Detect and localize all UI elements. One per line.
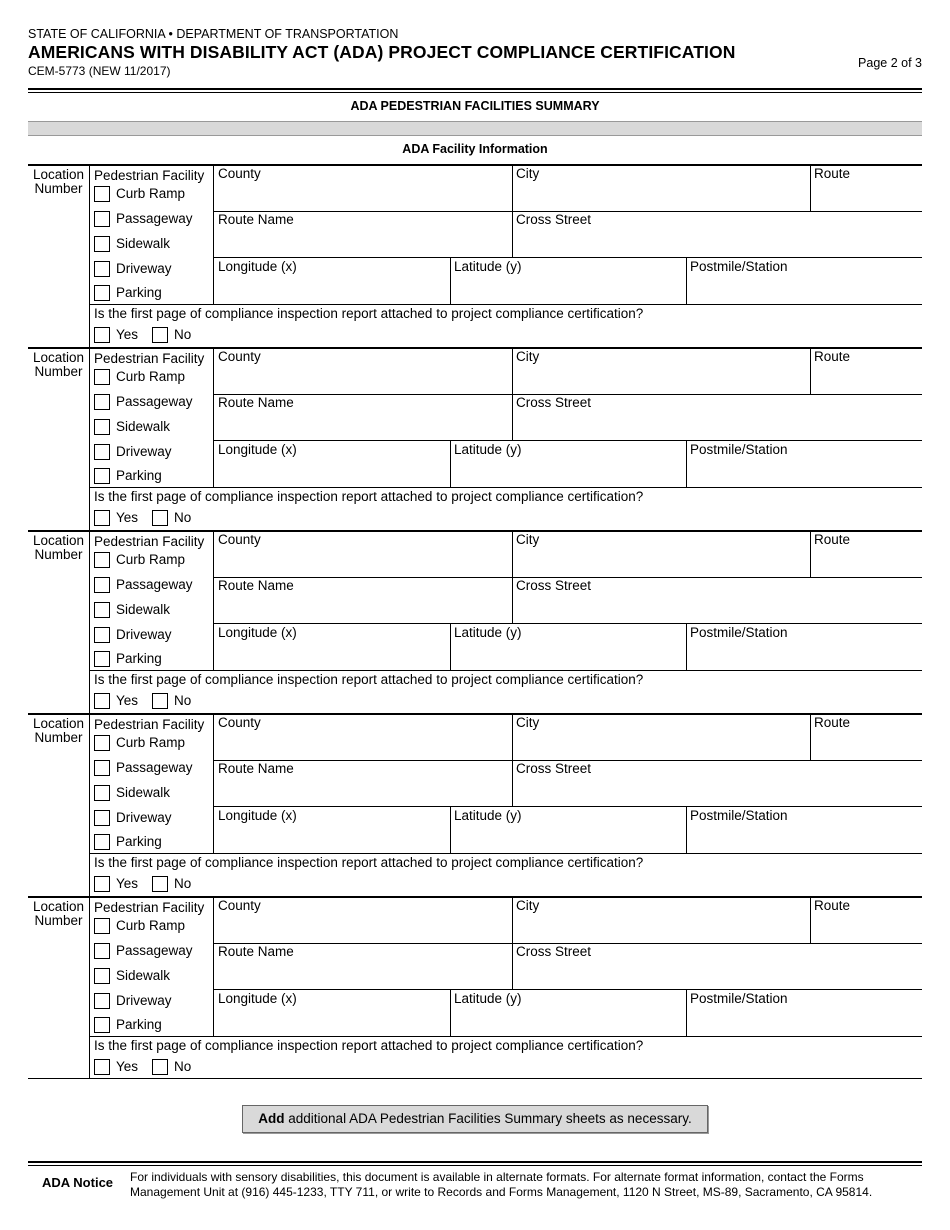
cross-street-field[interactable]: Cross Street — [516, 212, 592, 227]
facility-option-label: Sidewalk — [116, 968, 171, 983]
checkbox[interactable] — [94, 552, 110, 568]
facility-option[interactable] — [94, 992, 172, 1009]
longitude-field[interactable]: Longitude (x) — [218, 442, 297, 457]
facility-option[interactable] — [94, 235, 170, 252]
facility-option-label: Parking — [116, 651, 162, 666]
location-block-1 — [28, 164, 922, 347]
facility-option[interactable] — [94, 210, 193, 227]
checkbox[interactable] — [94, 918, 110, 934]
checkbox[interactable] — [94, 760, 110, 776]
county-field[interactable]: County — [218, 532, 261, 547]
latitude-field[interactable]: Latitude (y) — [454, 808, 522, 823]
facility-option[interactable] — [94, 650, 162, 667]
cross-street-field[interactable]: Cross Street — [516, 944, 592, 959]
route-field[interactable]: Route — [814, 532, 851, 547]
facility-option[interactable] — [94, 833, 162, 850]
checkbox[interactable] — [94, 211, 110, 227]
cross-street-field[interactable]: Cross Street — [516, 395, 592, 410]
checkbox[interactable] — [94, 876, 110, 892]
city-field[interactable]: City — [516, 166, 540, 181]
checkbox[interactable] — [94, 693, 110, 709]
no-label: No — [174, 327, 192, 342]
yes-option[interactable] — [94, 875, 138, 892]
facility-option[interactable] — [94, 551, 185, 568]
yes-label: Yes — [116, 693, 139, 708]
checkbox[interactable] — [94, 785, 110, 801]
add-note-bold: Add — [258, 1111, 285, 1126]
route-field[interactable]: Route — [814, 349, 851, 364]
cross-street-field[interactable]: Cross Street — [516, 578, 592, 593]
ada-notice-label: ADA Notice — [42, 1175, 114, 1190]
row-divider — [214, 257, 922, 258]
yes-option[interactable] — [94, 1058, 138, 1075]
checkbox[interactable] — [94, 943, 110, 959]
location-number-label: Location Number — [32, 716, 85, 745]
facility-option-label: Sidewalk — [116, 785, 171, 800]
facility-option-label: Passageway — [116, 943, 193, 958]
latitude-field[interactable]: Latitude (y) — [454, 259, 522, 274]
checkbox[interactable] — [94, 651, 110, 667]
row-divider — [214, 806, 922, 807]
facility-option-label: Curb Ramp — [116, 552, 186, 567]
location-number-label: Location Number — [32, 167, 85, 196]
page-indicator: Page 2 of 3 — [858, 56, 922, 70]
route-name-field[interactable]: Route Name — [218, 395, 294, 410]
checkbox[interactable] — [152, 693, 168, 709]
checkbox[interactable] — [152, 1059, 168, 1075]
location-number-field[interactable] — [28, 166, 90, 347]
checkbox[interactable] — [94, 602, 110, 618]
city-field[interactable]: City — [516, 715, 540, 730]
column-divider — [450, 989, 451, 1036]
route-name-field[interactable]: Route Name — [218, 761, 294, 776]
pedestrian-facility-cell — [90, 715, 214, 853]
route-name-field[interactable]: Route Name — [218, 944, 294, 959]
yes-option[interactable] — [94, 692, 138, 709]
no-option[interactable] — [152, 509, 191, 526]
yes-label: Yes — [116, 876, 139, 891]
facility-option[interactable] — [94, 759, 193, 776]
checkbox[interactable] — [152, 876, 168, 892]
latitude-field[interactable]: Latitude (y) — [454, 442, 522, 457]
location-number-label: Location Number — [32, 899, 85, 928]
footer-rule-bottom — [28, 1165, 922, 1166]
location-number-field[interactable] — [28, 349, 90, 530]
facility-option-label: Passageway — [116, 577, 193, 592]
county-field[interactable]: County — [218, 898, 261, 913]
location-block-4 — [28, 713, 922, 896]
facility-option[interactable] — [94, 942, 193, 959]
report-attached-question: Is the first page of compliance inspection report attached to project compliance certification? — [94, 672, 644, 687]
facility-option-label: Passageway — [116, 760, 193, 775]
checkbox[interactable] — [94, 968, 110, 984]
row-divider — [90, 1036, 922, 1037]
county-field[interactable]: County — [218, 166, 261, 181]
pedestrian-facility-label: Pedestrian Facility — [94, 351, 205, 366]
form-title: AMERICANS WITH DISABILITY ACT (ADA) PROJECT COMPLIANCE CERTIFICATION — [28, 42, 736, 62]
postmile-station-field[interactable]: Postmile/Station — [690, 808, 788, 823]
row-divider — [90, 670, 922, 671]
column-divider — [810, 532, 811, 577]
column-divider — [512, 166, 513, 257]
checkbox[interactable] — [94, 627, 110, 643]
no-label: No — [174, 876, 192, 891]
column-divider — [512, 715, 513, 806]
checkbox[interactable] — [94, 510, 110, 526]
facility-option-label: Sidewalk — [116, 602, 171, 617]
checkbox[interactable] — [94, 236, 110, 252]
route-field[interactable]: Route — [814, 166, 851, 181]
location-number-label: Location Number — [32, 350, 85, 379]
column-divider — [512, 898, 513, 989]
no-label: No — [174, 510, 192, 525]
no-option[interactable] — [152, 692, 191, 709]
checkbox[interactable] — [94, 834, 110, 850]
location-block-3 — [28, 530, 922, 713]
facility-option[interactable] — [94, 260, 172, 277]
facility-option[interactable] — [94, 368, 185, 385]
facility-option[interactable] — [94, 467, 162, 484]
checkbox[interactable] — [94, 186, 110, 202]
facility-option[interactable] — [94, 809, 172, 826]
facility-option[interactable] — [94, 284, 162, 301]
postmile-station-field[interactable]: Postmile/Station — [690, 442, 788, 457]
checkbox[interactable] — [94, 1059, 110, 1075]
pedestrian-facility-cell — [90, 166, 214, 304]
facility-option-label: Curb Ramp — [116, 369, 186, 384]
facility-option[interactable] — [94, 784, 170, 801]
checkbox[interactable] — [94, 468, 110, 484]
pedestrian-facility-cell — [90, 349, 214, 487]
route-field[interactable]: Route — [814, 715, 851, 730]
header-rule-bottom — [28, 92, 922, 93]
location-block-2 — [28, 347, 922, 530]
facility-option-label: Curb Ramp — [116, 735, 186, 750]
no-label: No — [174, 1059, 192, 1074]
pedestrian-facility-label: Pedestrian Facility — [94, 900, 205, 915]
row-divider — [214, 623, 922, 624]
no-option[interactable] — [152, 875, 191, 892]
facility-option[interactable] — [94, 443, 172, 460]
row-divider — [214, 989, 922, 990]
route-field[interactable]: Route — [814, 898, 851, 913]
facility-option-label: Driveway — [116, 627, 172, 642]
city-field[interactable]: City — [516, 349, 540, 364]
facility-option-label: Curb Ramp — [116, 918, 186, 933]
location-number-field[interactable] — [28, 898, 90, 1079]
column-divider — [686, 440, 687, 487]
checkbox[interactable] — [152, 510, 168, 526]
report-attached-question: Is the first page of compliance inspection report attached to project compliance certification? — [94, 489, 644, 504]
yes-label: Yes — [116, 1059, 139, 1074]
footer-rule-top — [28, 1161, 922, 1163]
cross-street-field[interactable]: Cross Street — [516, 761, 592, 776]
facility-option-label: Sidewalk — [116, 419, 171, 434]
checkbox[interactable] — [94, 261, 110, 277]
facility-option-label: Passageway — [116, 394, 193, 409]
checkbox[interactable] — [94, 394, 110, 410]
pedestrian-facility-cell — [90, 532, 214, 670]
location-block-5 — [28, 896, 922, 1079]
pedestrian-facility-label: Pedestrian Facility — [94, 168, 205, 183]
column-divider — [686, 806, 687, 853]
facility-option[interactable] — [94, 393, 193, 410]
column-divider — [810, 898, 811, 943]
facility-option[interactable] — [94, 917, 185, 934]
longitude-field[interactable]: Longitude (x) — [218, 625, 297, 640]
report-attached-question: Is the first page of compliance inspection report attached to project compliance certification? — [94, 1038, 644, 1053]
checkbox[interactable] — [94, 735, 110, 751]
postmile-station-field[interactable]: Postmile/Station — [690, 259, 788, 274]
ada-notice-text: For individuals with sensory disabilities, this document is available in alternate formats. For alternate format information, contact the Forms Management Unit at (916) 445-1233, TTY 711, or write to Records and Forms Management, 1120 N Street, MS-89, Sacramento, CA 95814. — [130, 1170, 873, 1199]
checkbox[interactable] — [94, 327, 110, 343]
facility-option[interactable] — [94, 576, 193, 593]
facility-option-label: Parking — [116, 285, 162, 300]
column-divider — [810, 715, 811, 760]
longitude-field[interactable]: Longitude (x) — [218, 259, 297, 274]
county-field[interactable]: County — [218, 715, 261, 730]
report-attached-question: Is the first page of compliance inspection report attached to project compliance certification? — [94, 306, 644, 321]
longitude-field[interactable]: Longitude (x) — [218, 808, 297, 823]
checkbox[interactable] — [94, 369, 110, 385]
pedestrian-facility-label: Pedestrian Facility — [94, 717, 205, 732]
column-divider — [512, 349, 513, 440]
facility-option-label: Driveway — [116, 444, 172, 459]
row-divider — [214, 440, 922, 441]
checkbox[interactable] — [94, 577, 110, 593]
latitude-field[interactable]: Latitude (y) — [454, 991, 522, 1006]
postmile-station-field[interactable]: Postmile/Station — [690, 625, 788, 640]
facility-option[interactable] — [94, 185, 185, 202]
checkbox[interactable] — [94, 419, 110, 435]
facility-option-label: Sidewalk — [116, 236, 171, 251]
longitude-field[interactable]: Longitude (x) — [218, 991, 297, 1006]
add-sheets-note — [242, 1105, 708, 1133]
postmile-station-field[interactable]: Postmile/Station — [690, 991, 788, 1006]
facility-option[interactable] — [94, 734, 185, 751]
location-number-label: Location Number — [32, 533, 85, 562]
column-divider — [450, 806, 451, 853]
header-agency: STATE OF CALIFORNIA • DEPARTMENT OF TRANSPORTATION — [28, 27, 399, 41]
column-divider — [810, 349, 811, 394]
route-name-field[interactable]: Route Name — [218, 212, 294, 227]
facility-option[interactable] — [94, 418, 170, 435]
no-label: No — [174, 693, 192, 708]
yes-label: Yes — [116, 510, 139, 525]
add-note-text: additional ADA Pedestrian Facilities Summary sheets as necessary. — [284, 1111, 692, 1126]
facility-option[interactable] — [94, 626, 172, 643]
pedestrian-facility-label: Pedestrian Facility — [94, 534, 205, 549]
facility-option[interactable] — [94, 967, 170, 984]
column-divider — [686, 989, 687, 1036]
city-field[interactable]: City — [516, 532, 540, 547]
latitude-field[interactable]: Latitude (y) — [454, 625, 522, 640]
facility-option[interactable] — [94, 601, 170, 618]
no-option[interactable] — [152, 326, 191, 343]
checkbox[interactable] — [94, 444, 110, 460]
route-name-field[interactable]: Route Name — [218, 578, 294, 593]
checkbox[interactable] — [152, 327, 168, 343]
facility-option[interactable] — [94, 1016, 162, 1033]
checkbox[interactable] — [94, 810, 110, 826]
city-field[interactable]: City — [516, 898, 540, 913]
checkbox[interactable] — [94, 285, 110, 301]
column-divider — [810, 166, 811, 211]
yes-option[interactable] — [94, 509, 138, 526]
facility-option-label: Parking — [116, 468, 162, 483]
facility-option-label: Parking — [116, 834, 162, 849]
section-title: ADA PEDESTRIAN FACILITIES SUMMARY — [350, 99, 600, 113]
gray-band — [28, 121, 922, 136]
no-option[interactable] — [152, 1058, 191, 1075]
facility-option-label: Driveway — [116, 261, 172, 276]
county-field[interactable]: County — [218, 349, 261, 364]
pedestrian-facility-cell — [90, 898, 214, 1036]
row-divider — [90, 487, 922, 488]
checkbox[interactable] — [94, 993, 110, 1009]
column-divider — [686, 623, 687, 670]
column-divider — [450, 623, 451, 670]
column-divider — [686, 257, 687, 304]
row-divider — [90, 853, 922, 854]
location-number-field[interactable] — [28, 715, 90, 896]
facility-info-heading: ADA Facility Information — [402, 142, 548, 156]
column-divider — [512, 532, 513, 623]
yes-label: Yes — [116, 327, 139, 342]
column-divider — [450, 257, 451, 304]
report-attached-question: Is the first page of compliance inspection report attached to project compliance certification? — [94, 855, 644, 870]
facility-option-label: Passageway — [116, 211, 193, 226]
header-rule-top — [28, 88, 922, 90]
row-divider — [90, 304, 922, 305]
yes-option[interactable] — [94, 326, 138, 343]
facility-option-label: Curb Ramp — [116, 186, 186, 201]
column-divider — [450, 440, 451, 487]
form-number: CEM-5773 (NEW 11/2017) — [28, 64, 171, 78]
checkbox[interactable] — [94, 1017, 110, 1033]
facility-option-label: Driveway — [116, 993, 172, 1008]
facility-option-label: Driveway — [116, 810, 172, 825]
facility-option-label: Parking — [116, 1017, 162, 1032]
location-number-field[interactable] — [28, 532, 90, 713]
